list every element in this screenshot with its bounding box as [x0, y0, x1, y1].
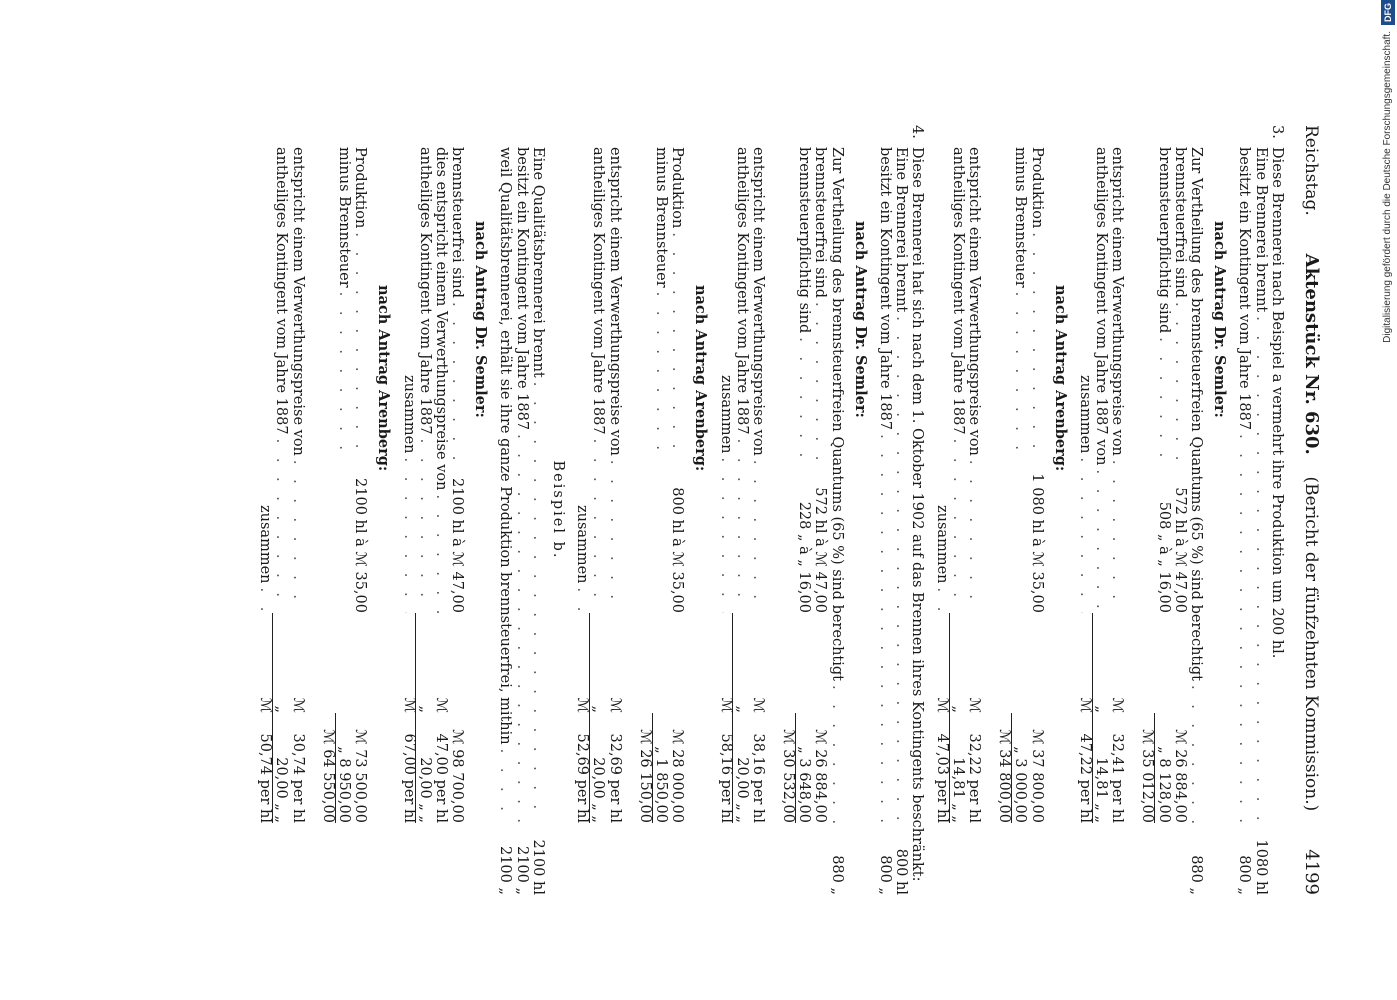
- dot-leader: [1236, 430, 1252, 823]
- row-currency: ℳ: [965, 697, 982, 713]
- table-row: [933, 125, 949, 895]
- row-value: 800 hl: [893, 848, 910, 895]
- dot-leader: [717, 453, 733, 613]
- row-value: 880 „: [828, 855, 845, 895]
- row-amount: 14,81 „ „: [949, 713, 966, 823]
- row-label: besitzt ein Kontingent vom Jahre 1887: [877, 147, 894, 431]
- row-amount: „ 8 128,00: [1154, 713, 1171, 823]
- row-label: entspricht einem Verwerthungspreise von: [749, 147, 766, 456]
- dot-leader: [750, 456, 766, 613]
- row-amount: 20,00 „ „: [272, 713, 289, 823]
- row-total: ℳ 26 150,00: [636, 729, 653, 823]
- table-row: [590, 125, 606, 895]
- row-amount: 52,69 per hl: [574, 733, 591, 823]
- dot-leader: [352, 228, 368, 463]
- row-amount: 47,22 per hl: [1076, 733, 1093, 823]
- table-row: [1252, 125, 1268, 895]
- row-value: 2100 hl: [529, 839, 546, 895]
- table-row: [574, 125, 590, 895]
- subheading-arenberg: nach Antrag Arenberg:: [375, 285, 393, 472]
- dot-leader: [893, 312, 909, 823]
- table-row: [717, 125, 733, 895]
- dot-leader: [1188, 681, 1204, 823]
- row-amount: 50,74 per hl: [257, 733, 274, 823]
- dot-leader: [669, 228, 685, 463]
- row-label: antheiliges Kontingent vom Jahre 1887: [273, 147, 290, 435]
- row-rate: 572 hl à ℳ 47,00: [1171, 487, 1188, 613]
- row-amount: „ 3 000,00: [1011, 713, 1028, 823]
- row-label: brennsteuerfrei sind: [812, 147, 829, 298]
- dot-leader: [933, 583, 949, 613]
- subheading-semler: nach Antrag Dr. Semler:: [851, 221, 869, 418]
- header-left: Reichstag.: [1301, 125, 1321, 216]
- row-amount: 47,03 per hl: [933, 733, 950, 823]
- table-row: [796, 125, 812, 895]
- row-value: 1080 hl: [1252, 839, 1269, 895]
- dot-leader: [1109, 456, 1125, 613]
- section-4-heading: [909, 125, 925, 895]
- row-label: zusammen: [717, 375, 734, 454]
- row-label: zusammen: [933, 505, 950, 584]
- example-b: [257, 125, 566, 895]
- table-row: [1188, 125, 1204, 895]
- table-row: [828, 125, 844, 895]
- table-row: [1028, 125, 1044, 895]
- row-label: zusammen: [574, 505, 591, 584]
- row-total: ℳ 35 012,00: [1139, 729, 1156, 823]
- row-value: 880 „: [1188, 855, 1205, 895]
- row-amount: 32,69 per hl: [606, 733, 623, 823]
- row-currency: ℳ: [749, 697, 766, 713]
- row-label: brennsteuerfrei sind: [1171, 147, 1188, 298]
- dot-leader: [336, 288, 352, 463]
- row-currency: ℳ: [933, 697, 950, 713]
- dfg-logo: DFG: [1381, 0, 1395, 25]
- row-currency: „: [949, 613, 966, 713]
- row-label: antheiliges Kontingent vom Jahre 1887: [590, 147, 607, 435]
- row-amount: „ 1 850,00: [652, 713, 669, 823]
- subheading-semler: nach Antrag Dr. Semler:: [1211, 221, 1229, 418]
- section-3-heading: [1269, 125, 1285, 895]
- row-currency: ℳ: [574, 697, 591, 713]
- row-currency: „: [733, 613, 750, 713]
- table-row: [734, 125, 750, 895]
- row-amount: ℳ 26 884,00: [1171, 729, 1188, 823]
- section-3: [933, 125, 1284, 895]
- table-row: [750, 125, 766, 895]
- dot-leader: [497, 745, 513, 823]
- row-label: Eine Brennerei brennt: [1252, 147, 1269, 313]
- dot-leader: [966, 456, 982, 613]
- row-label: antheiliges Kontingent vom Jahre 1887: [416, 147, 433, 435]
- dot-leader: [1012, 288, 1028, 463]
- subheading-semler: nach Antrag Dr. Semler:: [472, 221, 490, 418]
- digitization-stamp: [1378, 0, 1397, 1000]
- dot-leader: [574, 583, 590, 613]
- table-row: [513, 125, 529, 895]
- row-label: entspricht einem Verwerthungspreise von: [289, 147, 306, 456]
- dot-leader: [796, 333, 812, 463]
- row-rate: 228 „ à „ 16,00: [796, 501, 813, 613]
- row-currency: „: [416, 613, 433, 713]
- section-3-number: 3.: [1268, 125, 1285, 139]
- row-currency: ℳ: [400, 697, 417, 713]
- section-4-text: Diese Brennerei hat sich nach dem 1. Oktober 1902 auf das Brennen ihres Kontingents beschränkt:: [909, 147, 926, 882]
- dot-leader: [590, 435, 606, 613]
- row-currency: ℳ: [1109, 697, 1126, 713]
- row-currency: „: [1092, 613, 1109, 713]
- table-row: [950, 125, 966, 895]
- row-amount: ℳ 73 500,00: [352, 729, 369, 823]
- dot-leader: [1155, 333, 1171, 463]
- table-row: [877, 125, 893, 895]
- table-row: [1172, 125, 1188, 895]
- dot-leader: [877, 430, 893, 823]
- dot-leader: [828, 681, 844, 823]
- row-amount: 38,16 per hl: [749, 733, 766, 823]
- row-amount: ℳ 98 700,00: [449, 729, 466, 823]
- row-rate: 572 hl à ℳ 47,00: [812, 487, 829, 613]
- row-label: Eine Qualitätsbrennerei brennt: [529, 147, 546, 378]
- row-label: zusammen: [400, 375, 417, 454]
- header-title: [1301, 216, 1322, 849]
- row-rate: 800 hl à ℳ 35,00: [669, 487, 686, 613]
- row-value: 2100 „: [497, 845, 514, 895]
- table-row: [352, 125, 368, 895]
- row-label: entspricht einem Verwerthungspreise von: [606, 147, 623, 456]
- table-row: [320, 125, 336, 895]
- row-currency: „: [589, 613, 606, 713]
- table-row: [497, 125, 513, 895]
- row-label: minus Brennsteuer: [335, 147, 352, 288]
- table-row: [273, 125, 289, 895]
- table-row: [433, 125, 449, 895]
- document-sheet: [257, 125, 1322, 895]
- dot-leader: [400, 453, 416, 613]
- row-label: antheiliges Kontingent vom Jahre 1887: [733, 147, 750, 435]
- row-currency: ℳ: [257, 697, 274, 713]
- row-amount: „ 3 648,00: [795, 713, 812, 823]
- dot-leader: [653, 288, 669, 463]
- header-title-paren: (Bericht der fünfzehnten Kommission.): [1301, 476, 1321, 812]
- row-amount: ℳ 37 800,00: [1028, 729, 1045, 823]
- dot-leader: [1028, 228, 1044, 463]
- table-row: [1155, 125, 1171, 895]
- digitization-stamp-text: Digitalisierung gefördert durch die Deutsche Forschungsgemeinschaft.: [1382, 31, 1393, 343]
- dot-leader: [950, 435, 966, 613]
- row-value: 2100 „: [513, 845, 530, 895]
- row-rate: 508 „ à „ 16,00: [1155, 501, 1172, 613]
- table-row: [1077, 125, 1093, 895]
- table-row: [1109, 125, 1125, 895]
- row-label: Produktion: [1028, 147, 1045, 229]
- table-row: [780, 125, 796, 895]
- row-label: Produktion: [352, 147, 369, 229]
- row-value: 800 „: [877, 855, 894, 895]
- table-row: [1093, 125, 1109, 895]
- dot-leader: [1093, 465, 1109, 613]
- row-currency: ℳ: [717, 697, 734, 713]
- row-label: dies entspricht einem Verwerthungspreise von: [432, 147, 449, 491]
- row-currency: ℳ: [289, 697, 306, 713]
- table-row: [336, 125, 352, 895]
- dot-leader: [734, 435, 750, 613]
- row-label: Eine Brennerei brennt: [893, 147, 910, 313]
- row-label: brennsteuerpflichtig sind: [796, 147, 813, 334]
- row-label: weil Qualitätsbrennerei, erhält sie ihre ganze Produktion brennsteuerfrei, mithin: [497, 147, 514, 745]
- table-row: [966, 125, 982, 895]
- row-label: minus Brennsteuer: [652, 147, 669, 288]
- row-amount: 58,16 per hl: [717, 733, 734, 823]
- row-label: Zur Vertheilung des brennsteuerfreien Quantums (65 %) sind berechtigt: [1188, 147, 1205, 681]
- row-amount: 14,81 „ „: [1092, 713, 1109, 823]
- row-amount: ℳ 26 884,00: [812, 729, 829, 823]
- table-row: [530, 125, 546, 895]
- dot-leader: [433, 490, 449, 613]
- row-label: entspricht einem Verwerthungspreise von: [965, 147, 982, 456]
- dot-leader: [812, 298, 828, 463]
- dot-leader: [273, 435, 289, 613]
- row-value: 800 „: [1236, 855, 1253, 895]
- row-rate: 2100 hl à ℳ 35,00: [352, 478, 369, 613]
- dot-leader: [289, 456, 305, 613]
- table-row: [1236, 125, 1252, 895]
- table-row: [893, 125, 909, 895]
- dot-leader: [257, 583, 273, 613]
- row-rate: 1 080 hl à ℳ 35,00: [1028, 473, 1045, 613]
- row-currency: ℳ: [1076, 697, 1093, 713]
- page-header: [1301, 125, 1322, 895]
- row-amount: 67,00 per hl: [400, 733, 417, 823]
- row-label: brennsteuerpflichtig sind: [1155, 147, 1172, 334]
- row-label: zusammen: [257, 505, 274, 584]
- row-total: ℳ 30 532,00: [780, 729, 797, 823]
- row-label: besitzt ein Kontingent vom Jahre 1887: [1236, 147, 1253, 431]
- row-total: ℳ 34 800,00: [996, 729, 1013, 823]
- table-row: [812, 125, 828, 895]
- row-currency: ℳ: [606, 697, 623, 713]
- subheading-arenberg: nach Antrag Arenberg:: [1051, 285, 1069, 472]
- row-currency: „: [272, 613, 289, 713]
- dot-leader: [449, 298, 465, 463]
- row-label: Produktion: [669, 147, 686, 229]
- table-row: [669, 125, 685, 895]
- table-row: [1012, 125, 1028, 895]
- table-row: [1139, 125, 1155, 895]
- section-4: [574, 125, 925, 895]
- dot-leader: [606, 456, 622, 613]
- row-amount: 20,00 „ „: [416, 713, 433, 823]
- header-title-bold: Aktenstück Nr. 630.: [1301, 253, 1322, 455]
- row-label: minus Brennsteuer: [1012, 147, 1029, 288]
- page-number: 4199: [1301, 849, 1322, 895]
- row-label: antheiliges Kontingent vom Jahre 1887: [949, 147, 966, 435]
- section-3-text: Diese Brennerei nach Beispiel a vermehrt ihre Produktion um 200 hl.: [1268, 147, 1285, 659]
- row-total: ℳ 64 550,00: [319, 729, 336, 823]
- table-row: [996, 125, 1012, 895]
- dot-leader: [513, 430, 529, 823]
- table-row: [400, 125, 416, 895]
- row-amount: 30,74 per hl: [289, 733, 306, 823]
- row-amount: 20,00 „ „: [733, 713, 750, 823]
- row-amount: 20,00 „ „: [589, 713, 606, 823]
- dot-leader: [530, 378, 546, 823]
- row-label: besitzt ein Kontingent vom Jahre 1887: [513, 147, 530, 431]
- dot-leader: [1077, 453, 1093, 613]
- row-amount: ℳ 28 000,00: [669, 729, 686, 823]
- row-amount: 47,00 per hl: [432, 733, 449, 823]
- table-row: [417, 125, 433, 895]
- table-row: [637, 125, 653, 895]
- dot-leader: [1252, 312, 1268, 823]
- row-amount: 32,41 per hl: [1109, 733, 1126, 823]
- row-amount: 32,22 per hl: [965, 733, 982, 823]
- section-4-number: 4.: [909, 125, 926, 139]
- table-row: [257, 125, 273, 895]
- table-row: [606, 125, 622, 895]
- row-label: antheiliges Kontingent vom Jahre 1887 von: [1093, 147, 1110, 466]
- subheading-arenberg: nach Antrag Arenberg:: [692, 285, 710, 472]
- row-label: Zur Vertheilung des brennsteuerfreien Quantums (65 %) sind berechtigt: [828, 147, 845, 681]
- dot-leader: [1172, 298, 1188, 463]
- table-row: [653, 125, 669, 895]
- row-label: zusammen: [1076, 375, 1093, 454]
- row-amount: „ 8 950,00: [335, 713, 352, 823]
- row-rate: 2100 hl à ℳ 47,00: [449, 478, 466, 613]
- dot-leader: [417, 435, 433, 613]
- row-label: brennsteuerfrei sind: [449, 147, 466, 298]
- table-row: [289, 125, 305, 895]
- row-currency: ℳ: [432, 697, 449, 713]
- row-label: entspricht einem Verwerthungspreise von: [1109, 147, 1126, 456]
- table-row: [449, 125, 465, 895]
- digitization-stamp-inner: [1378, 0, 1397, 1000]
- example-b-title: Beispiel b.: [550, 460, 567, 560]
